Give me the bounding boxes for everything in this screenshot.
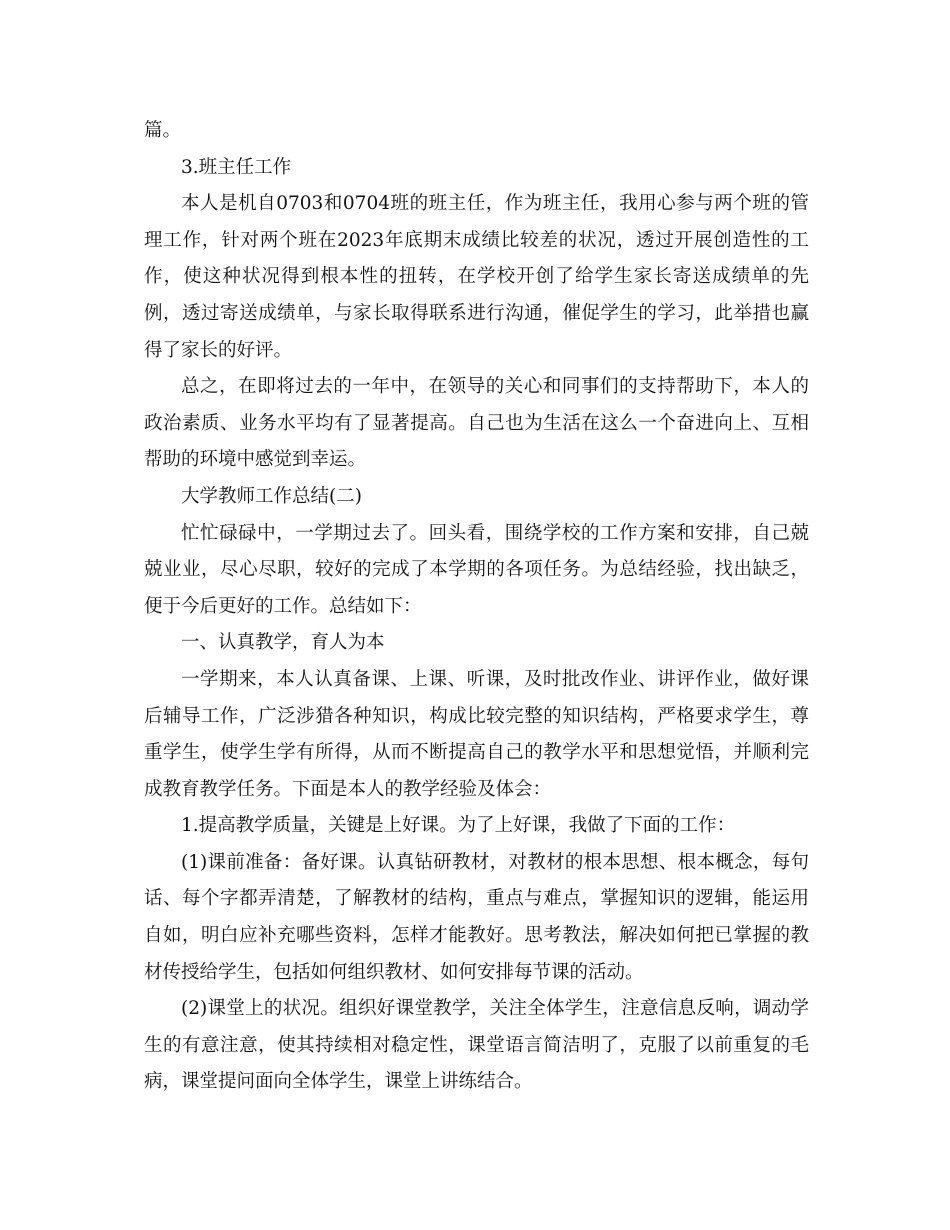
paragraph-lesson-preparation: (1)课前准备：备好课。认真钻研教材，对教材的根本思想、根本概念，每句话、每个字都弄清楚，了解教材的结构，重点与难点，掌握知识的逻辑，能运用自如，明白应补充哪些资料，怎样才能教好。思考教法，解决如何把已掌握的教材传授给学生，包括如何组织教材、如何安排每节课的活动。 (144, 851, 809, 983)
paragraph-intro: 忙忙碌碌中，一学期过去了。回头看，围绕学校的工作方案和安排，自己兢兢业业，尽心尽职，较好的完成了本学期的各项任务。为总结经验，找出缺乏，便于今后更好的工作。总结如下： (144, 522, 809, 617)
paragraph-continuation: 篇。 (144, 120, 182, 141)
paragraph-class-teacher: 本人是机自0703和0704班的班主任，作为班主任，我用心参与两个班的管理工作，针对两个班在2023年底期末成绩比较差的状况，透过开展创造性的工作，使这种状况得到根本性的扭转，在学校开创了给学生家长寄送成绩单的先例，透过寄送成绩单，与家长取得联系进行沟通，催促学生的学习，此举措也赢得了家长的好评。 (144, 193, 809, 361)
document-body (144, 113, 809, 1101)
paragraph-teaching-overview: 一学期来，本人认真备课、上课、听课，及时批改作业、讲评作业，做好课后辅导工作，广泛涉猎各种知识，构成比较完整的知识结构，严格要求学生，尊重学生，使学生学有所得，从而不断提高自己的教学水平和思想觉悟，并顺利完成教育教学任务。下面是本人的教学经验及体会： (144, 668, 809, 800)
list-item-heading-quality: 1.提高教学质量，关键是上好课。为了上好课，我做了下面的工作： (181, 815, 736, 837)
paragraph-conclusion: 总之，在即将过去的一年中，在领导的关心和同事们的支持帮助下，本人的政治素质、业务水平均有了显著提高。自己也为生活在这么一个奋进向上、互相帮助的环境中感觉到幸运。 (144, 376, 809, 471)
paragraph-classroom-situation: (2)课堂上的状况。组织好课堂教学，关注全体学生，注意信息反响，调动学生的有意注意，使其持续相对稳定性，课堂语言简洁明了，克服了以前重复的毛病，课堂提问面向全体学生，课堂上讲练结合。 (144, 998, 809, 1093)
section-heading-class-teacher-work: 3.班主任工作 (181, 156, 292, 178)
article-title-summary-two: 大学教师工作总结(二) (181, 485, 362, 507)
section-heading-teaching: 一、认真教学，育人为本 (181, 632, 385, 654)
